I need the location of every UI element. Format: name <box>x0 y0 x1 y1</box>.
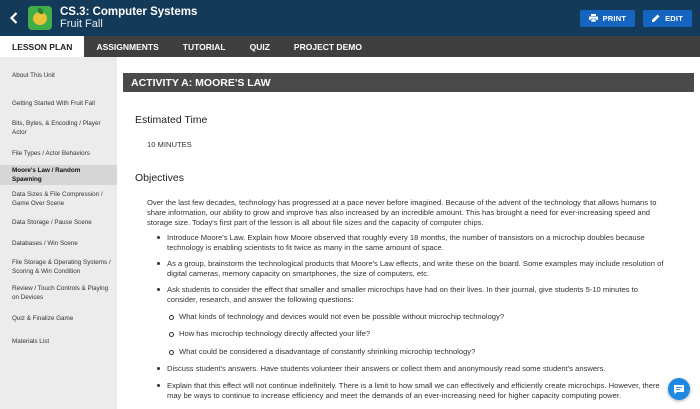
print-label: PRINT <box>602 13 627 23</box>
back-button[interactable] <box>0 0 28 36</box>
edit-label: EDIT <box>665 13 683 23</box>
sidebar-item-getting-started[interactable]: Getting Started With Fruit Fall <box>12 100 95 107</box>
tab-quiz[interactable]: QUIZ <box>249 41 270 52</box>
sidebar-item-quiz-finalize[interactable]: Quiz & Finalize Game <box>12 314 74 322</box>
course-title: CS.3: Computer Systems <box>60 6 198 18</box>
lesson-content <box>117 57 700 409</box>
objective-bullet: Introduce Moore's Law. Explain how Moore observed that roughly every 18 months, the number of transistors on a microchip doubles because technology is enabling scientists to fit twice as many in the same amount of space. <box>167 233 667 253</box>
sidebar-item-file-storage[interactable]: File Storage & Operating Systems / Scoring & Win Condition <box>12 259 111 275</box>
chat-icon <box>673 384 685 395</box>
tab-lesson-plan[interactable]: LESSON PLAN <box>0 36 84 57</box>
sidebar-item-moores-law[interactable]: Moore's Law / Random Spawning <box>0 165 117 185</box>
sidebar-item-materials[interactable]: Materials List <box>12 337 50 345</box>
edit-button[interactable] <box>643 10 692 27</box>
tab-bar <box>0 36 700 57</box>
sidebar-item-databases[interactable]: Databases / Win Scene <box>12 239 78 247</box>
tab-tutorial[interactable]: TUTORIAL <box>182 41 226 52</box>
sidebar-item-file-types[interactable]: File Types / Actor Behaviors <box>12 150 90 157</box>
chevron-left-icon <box>9 12 19 24</box>
sidebar <box>0 57 117 409</box>
objective-bullet: Discuss student's answers. Have students volunteer their answers or collect them and anonymously read some student's answers. <box>167 364 667 374</box>
sub-question: What could be considered a disadvantage of constantly shrinking microchip technology? <box>179 347 659 357</box>
tab-assignments[interactable]: ASSIGNMENTS <box>96 41 159 52</box>
objectives-intro: Over the last few decades, technology has progressed at a pace never before imagined. Because of the advent of the technology that allows humans to share information, our ability to grow and improve has also increased by an incredible amount. This has brought a need for ever-increasing speed and storage size. Today's first part of the lesson is all about file sizes and the capacity of computer chips. <box>147 198 657 227</box>
sidebar-item-bits-bytes[interactable]: Bits, Bytes, & Encoding / Player Actor <box>12 119 101 136</box>
chat-button[interactable] <box>668 378 690 400</box>
sidebar-item-about[interactable]: About This Unit <box>12 72 55 79</box>
estimated-time-heading: Estimated Time <box>135 114 208 126</box>
unit-title: Fruit Fall <box>60 18 103 30</box>
objectives-heading: Objectives <box>135 172 185 184</box>
sub-question: How has microchip technology directly affected your life? <box>179 329 659 339</box>
estimated-time-value: 10 MINUTES <box>147 140 192 149</box>
tab-project-demo[interactable]: PROJECT DEMO <box>293 41 362 52</box>
objective-bullet: As a group, brainstorm the technological products that Moore's Law effects, and write these on the board. Some examples may include resolution of digital cameras, memory capacity on smartphones, the size of computers, etc. <box>167 259 667 279</box>
objective-bullet: Explain that this effect will not continue indefinitely. There is a limit to how small we can effectively and efficiently create microchips. However, there may be ways to continue to increase efficiency and meet the demands of an ever-increasing need for higher capacity computing power. <box>167 381 667 401</box>
objective-bullet: Ask students to consider the effect that smaller and smaller microchips have had on their lives. In their journal, give students 5-10 minutes to consider, research, and answer the following questions: <box>167 285 667 305</box>
activity-title: ACTIVITY A: MOORE'S LAW <box>123 73 694 92</box>
sidebar-item-review[interactable]: Review / Touch Controls & Playing on Devices <box>12 284 109 301</box>
printer-icon <box>589 14 598 22</box>
sidebar-item-data-storage[interactable]: Data Storage / Pause Scene <box>12 219 92 226</box>
pencil-icon <box>652 14 660 22</box>
print-button[interactable] <box>580 10 636 27</box>
app-header <box>0 0 700 36</box>
sub-question: What kinds of technology and devices would not even be possible without microchip technology? <box>179 312 659 322</box>
sidebar-item-data-sizes[interactable]: Data Sizes & File Compression / Game Over Scene <box>12 191 103 207</box>
course-logo <box>28 6 52 30</box>
